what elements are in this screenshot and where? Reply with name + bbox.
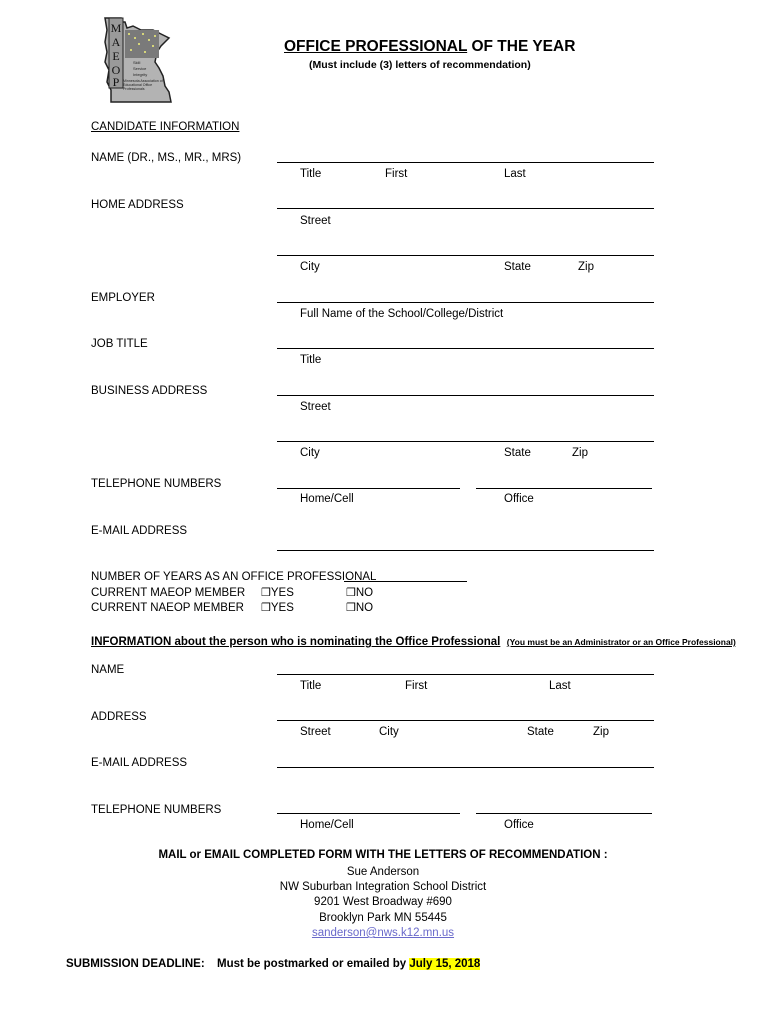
home-address-label: HOME ADDRESS — [91, 199, 184, 211]
home-zip-caption: Zip — [578, 261, 594, 273]
candidate-section-heading: CANDIDATE INFORMATION — [91, 121, 240, 133]
nominator-office-caption: Office — [504, 819, 534, 831]
business-street-field[interactable] — [277, 395, 654, 396]
naeop-no-checkbox[interactable] — [346, 601, 373, 615]
logo-letter: O — [111, 63, 121, 77]
mailing-email-link[interactable] — [0, 926, 768, 940]
candidate-name-label: NAME (DR., MS., MR., MRS) — [91, 152, 242, 164]
years-label: NUMBER OF YEARS AS AN OFFICE PROFESSIONAL — [91, 571, 377, 583]
candidate-name-field[interactable] — [277, 162, 654, 163]
office-phone-field[interactable] — [476, 488, 652, 489]
nominator-last-caption: Last — [549, 680, 571, 692]
deadline-prefix: Must be postmarked or emailed by — [217, 958, 410, 970]
home-cell-field[interactable] — [277, 488, 460, 489]
naeop-member-label: CURRENT NAEOP MEMBER — [91, 602, 244, 614]
years-field[interactable] — [344, 581, 467, 582]
business-street-caption: Street — [300, 401, 331, 413]
home-city-field[interactable] — [277, 255, 654, 256]
job-title-caption: Title — [300, 354, 322, 366]
email-link-text[interactable]: sanderson@nws.k12.mn.us — [311, 927, 455, 939]
home-state-caption: State — [504, 261, 531, 273]
nominator-email-field[interactable] — [277, 767, 654, 768]
logo-org: Minnesota Association of Educational Office Professionals — [123, 79, 163, 92]
mailing-line: 9201 West Broadway #690 — [314, 896, 452, 908]
employer-caption: Full Name of the School/College/District — [300, 308, 504, 320]
email-label: E-MAIL ADDRESS — [91, 525, 188, 537]
nominator-zip-caption: Zip — [593, 726, 609, 738]
candidate-first-caption: First — [385, 168, 408, 180]
mailing-heading: MAIL or EMAIL COMPLETED FORM WITH THE LETTERS OF RECOMMENDATION : — [158, 849, 608, 861]
employer-label: EMPLOYER — [91, 292, 155, 304]
deadline-label: SUBMISSION DEADLINE: — [66, 958, 205, 970]
nominator-address-field[interactable] — [277, 720, 654, 721]
nominator-home-cell-field[interactable] — [277, 813, 460, 814]
no-label: NO — [355, 587, 374, 599]
checkbox-icon: ❒ — [261, 587, 271, 599]
nominator-home-cell-caption: Home/Cell — [300, 819, 354, 831]
yes-label: YES — [270, 587, 294, 599]
deadline-text — [217, 957, 480, 971]
maeop-yes-checkbox[interactable] — [261, 586, 294, 600]
employer-field[interactable] — [277, 302, 654, 303]
logo-letter: A — [111, 35, 121, 49]
logo-tagline: Skill — [133, 60, 141, 65]
checkbox-icon: ❒ — [261, 602, 271, 614]
business-city-caption: City — [300, 447, 320, 459]
candidate-last-caption: Last — [504, 168, 526, 180]
nominator-note: (You must be an Administrator or an Office Professional) — [506, 637, 736, 647]
office-caption: Office — [504, 493, 534, 505]
nominator-address-label: ADDRESS — [91, 711, 147, 723]
business-city-field[interactable] — [277, 441, 654, 442]
nominator-name-label: NAME — [91, 664, 125, 676]
yes-label: YES — [270, 602, 294, 614]
nominator-office-field[interactable] — [476, 813, 652, 814]
logo-letter: M — [110, 21, 122, 35]
mailing-line: Sue Anderson — [346, 866, 420, 878]
home-street-field[interactable] — [277, 208, 654, 209]
home-city-caption: City — [300, 261, 320, 273]
nominator-section-heading — [91, 632, 736, 650]
maeop-member-label: CURRENT MAEOP MEMBER — [91, 587, 246, 599]
home-street-caption: Street — [300, 215, 331, 227]
logo-letter: P — [112, 75, 120, 89]
checkbox-icon: ❒ — [346, 587, 356, 599]
no-label: NO — [355, 602, 374, 614]
deadline-date: July 15, 2018 — [409, 958, 481, 970]
subtitle: (Must include (3) letters of recommendation) — [309, 59, 531, 71]
page-title — [284, 38, 575, 56]
nominator-heading-text: INFORMATION about the person who is nominating the Office Professional — [91, 636, 501, 648]
nominator-email-label: E-MAIL ADDRESS — [91, 757, 188, 769]
telephone-label: TELEPHONE NUMBERS — [91, 478, 222, 490]
job-title-label: JOB TITLE — [91, 338, 148, 350]
candidate-title-caption: Title — [300, 168, 322, 180]
nominator-street-caption: Street — [300, 726, 331, 738]
maeop-logo — [99, 16, 179, 104]
nominator-first-caption: First — [405, 680, 428, 692]
nominator-state-caption: State — [527, 726, 554, 738]
nominator-phone-label: TELEPHONE NUMBERS — [91, 804, 222, 816]
business-zip-caption: Zip — [572, 447, 588, 459]
nominator-name-field[interactable] — [277, 674, 654, 675]
maeop-no-checkbox[interactable] — [346, 586, 373, 600]
naeop-yes-checkbox[interactable] — [261, 601, 294, 615]
logo-letter: E — [112, 49, 120, 63]
mailing-line: Brooklyn Park MN 55445 — [319, 912, 447, 924]
home-cell-caption: Home/Cell — [300, 493, 354, 505]
page-title-rest: OF THE YEAR — [467, 38, 576, 55]
nominator-city-caption: City — [379, 726, 399, 738]
job-title-field[interactable] — [277, 348, 654, 349]
mailing-line: NW Suburban Integration School District — [279, 881, 487, 893]
checkbox-icon: ❒ — [346, 602, 356, 614]
page-title-underlined: OFFICE PROFESSIONAL — [284, 38, 468, 55]
business-address-label: BUSINESS ADDRESS — [91, 385, 208, 397]
logo-tagline: Service — [133, 66, 147, 71]
logo-tagline: Integrity — [133, 72, 148, 77]
nominator-title-caption: Title — [300, 680, 322, 692]
business-state-caption: State — [504, 447, 531, 459]
email-field[interactable] — [277, 550, 654, 551]
